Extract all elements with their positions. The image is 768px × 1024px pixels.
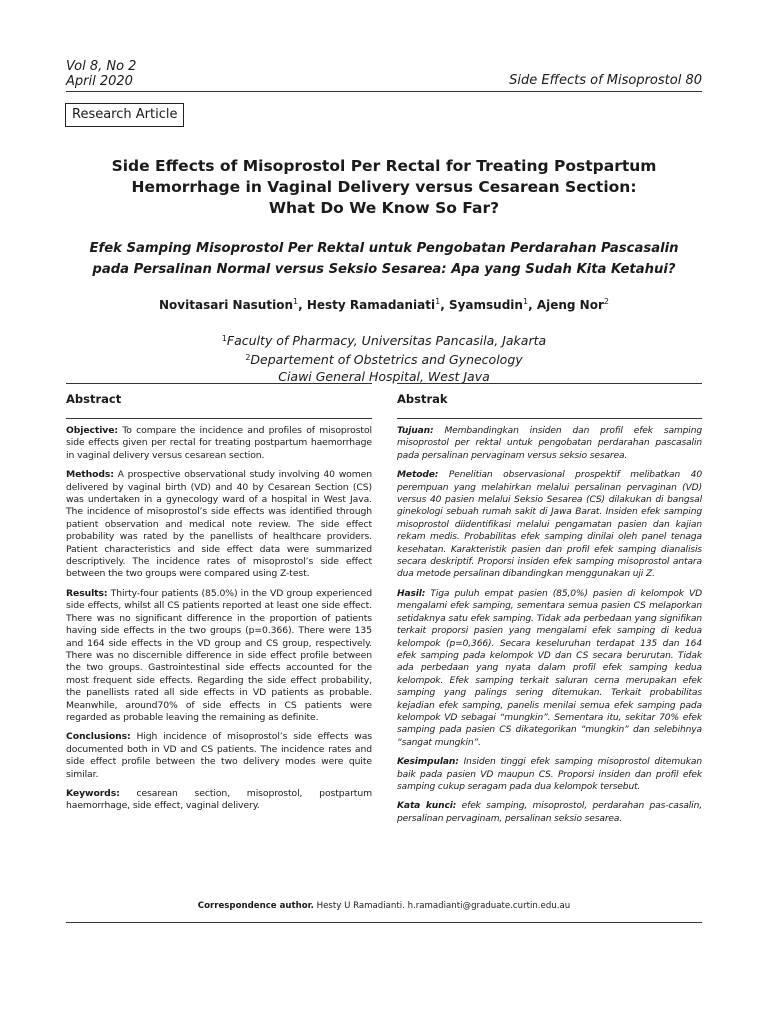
section-label: Kesimpulan: — [397, 757, 459, 768]
footer-rule — [66, 922, 702, 923]
abstrak-heading: Abstrak — [397, 392, 448, 406]
section-text: Membandingkan insiden dan profil efek samping misoprostol per rektal untuk pengobatan perdarahan pascasalin pada persalinan pervaginam versus seksio sesarea. — [397, 426, 702, 461]
affiliations — [66, 330, 702, 385]
abstrak-kesimpulan — [397, 756, 702, 793]
section-label: Kata kunci: — [397, 801, 457, 812]
journal-issue-info — [66, 59, 136, 89]
abstract-heading: Abstract — [66, 392, 122, 406]
subtitle-line: pada Persalinan Normal versus Seksio Sesarea: Apa yang Sudah Kita Ketahui? — [92, 262, 676, 277]
section-label: Methods: — [66, 469, 114, 481]
article-subtitle-indonesian — [66, 238, 702, 280]
affiliation-1 — [66, 330, 702, 349]
abstract-english — [66, 392, 372, 820]
article-title — [66, 156, 702, 219]
correspondence-note — [66, 901, 702, 912]
author-affiliation-mark: 1 — [522, 297, 529, 306]
abstract-top-rule — [66, 383, 372, 384]
title-line: Side Effects of Misoprostol Per Rectal for Treating Postpartum — [111, 157, 657, 175]
running-title: Side Effects of Misoprostol 80 — [509, 73, 702, 88]
section-label: Metode: — [397, 470, 439, 481]
article-type-badge: Research Article — [65, 103, 184, 127]
section-text: To compare the incidence and profiles of misoprostol side effects given per rectal for treating postpartum haemorrhage in vaginal delivery versus cesarean section. — [66, 425, 372, 461]
author-name: Syamsudin — [448, 298, 523, 312]
abstract-keywords — [66, 788, 372, 813]
subtitle-line: Efek Samping Misoprostol Per Rektal untuk Pengobatan Perdarahan Pascasalin — [89, 241, 679, 256]
section-text: High incidence of misoprostol’s side effects was documented both in VD and CS patients. The incidence rates and side effect profile between the two delivery modes were quite similar. — [66, 731, 372, 780]
author-list — [66, 294, 702, 313]
section-text: Insiden tinggi efek samping misoprostol ditemukan baik pada pasien VD maupun CS. Proporsi insiden dan profil efek samping cukup seragam pada dua kelompok tersebut. — [397, 757, 702, 792]
section-text: Tiga puluh empat pasien (85,0%) pasien di kelompok VD mengalami efek samping, sementara semua pasien CS melaporkan setidaknya satu efek samping. Tidak ada perbedaan yang signifikan terkait proporsi pasien yang mengalami efek samping di kedua kelompok (p=0,366). Secara keseluruhan terdapat 135 dan 164 efek samping pada kelompok VD dan CS secara berurutan. Tidak ada perbedaan yang nyata dalam profil efek samping kedua kelompok. Efek samping terkait saluran cerna merupakan efek samping yang palings sering ditemukan. Terkait probabilitas kejadian efek samping, panelis menilai semua efek samping pada kelompok VD sebagai “mungkin”. Sementara itu, sekitar 70% efek samping pada pasien CS dikategorikan “mungkin” dan selebihnya “sangat mungkin”. — [397, 588, 702, 748]
section-label: Tujuan: — [397, 426, 434, 436]
section-label: Keywords: — [66, 787, 120, 799]
section-label: Hasil: — [397, 588, 426, 599]
author-name: Ajeng Nor — [536, 298, 604, 312]
affiliation-mark: 1 — [221, 334, 227, 343]
author-separator: , — [298, 298, 307, 312]
title-line: What Do We Know So Far? — [268, 199, 500, 217]
header-rule — [66, 91, 702, 92]
section-text: Thirty-four patients (85.0%) in the VD group experienced side effects, whilst all CS patients reported at least one side effect. There was no significant difference in the proportion of patients having side effects in the two groups (p=0.366). There were 135 and 164 side effects in the VD group and CS group, respectively. There was no discernible difference in side effect profile between the two groups. Gastrointestinal side effects accounted for the most frequent side effects. Regarding the side effect probability, the panellists rated all side effects in VD patients as probable. Meanwhile, around70% of side effects in CS patients were regarded as probable leaving the remaining as definite. — [66, 587, 372, 723]
section-label: Conclusions: — [66, 731, 131, 743]
section-label: Objective: — [66, 425, 119, 436]
abstract-conclusions — [66, 731, 372, 781]
abstrak-tujuan — [397, 425, 702, 462]
author-affiliation-mark: 2 — [603, 297, 609, 306]
section-text: A prospective observational study involving 40 women delivered by vaginal birth (VD) and 40 by Cesarean Section (CS) was undertaken in a gynecology ward of a hospital in West Java. The incidence of misoprostol’s side effects was identified through patient observation and medical note review. The side effect probability was rated by the panellists of healthcare providers. Patient characteristics and side effect data were summarized descriptively. The incidence rates of misoprostol’s side effect between the two groups were compared using Z-test. — [66, 469, 372, 580]
abstract-results — [66, 588, 372, 724]
author-separator: , — [440, 298, 449, 312]
affiliation-2 — [66, 349, 702, 368]
correspondence-text: Hesty U Ramadianti. h.ramadianti@graduate.curtin.edu.au — [313, 901, 571, 911]
abstrak-hasil — [397, 588, 702, 749]
section-text: cesarean section, misoprostol, postpartum haemorrhage, side effect, vaginal delivery. — [66, 787, 372, 812]
abstrak-indonesian — [397, 392, 702, 832]
abstrak-heading-rule — [397, 418, 702, 419]
author-separator: , — [528, 298, 537, 312]
author-name: Novitasari Nasution — [159, 298, 293, 312]
section-text: Penelitian observasional prospektif melibatkan 40 perempuan yang melahirkan melalui persalinan pervaginan (VD) versus 40 pasien melalui Seksio Sesarea (CS) dilakukan di bangsal ginekologi sebuah rumah sakit di Jawa Barat. Insiden efek samping misoprostol diidentifikasi melalui pengamatan pasien dan kajian rekam medis. Probabilitas efek samping dinilai oleh panel tenaga kesehatan. Karakteristik pasien dan profil efek samping dianalisis secara deskriptif. Proporsi insiden efek samping misoprostol antara dua metode persalinan dibandingkan menggunakan uji Z. — [397, 470, 702, 580]
abstrak-kata-kunci — [397, 800, 702, 825]
abstrak-top-rule — [397, 383, 702, 384]
section-label: Results: — [66, 587, 108, 599]
affiliation-text: Departement of Obstetrics and Gynecology — [250, 352, 523, 367]
abstract-objective — [66, 425, 372, 462]
author-affiliation-mark: 1 — [435, 297, 441, 306]
title-line: Hemorrhage in Vaginal Delivery versus Cesarean Section: — [131, 178, 637, 196]
volume-number: Vol 8, No 2 — [66, 59, 137, 74]
issue-date: April 2020 — [66, 74, 133, 89]
abstrak-metode — [397, 469, 702, 581]
abstract-methods — [66, 469, 372, 581]
affiliation-text: Faculty of Pharmacy, Universitas Pancasila, Jakarta — [226, 333, 547, 348]
author-affiliation-mark: 1 — [292, 297, 299, 306]
correspondence-label: Correspondence author. — [197, 901, 314, 911]
section-text: efek samping, misoprostol, perdarahan pas-casalin, persalinan pervaginam, persalinan seksio sesarea. — [397, 801, 703, 824]
affiliation-2-line2: Ciawi General Hospital, West Java — [278, 369, 490, 384]
author-name: Hesty Ramadaniati — [306, 298, 436, 312]
abstract-heading-rule — [66, 418, 372, 419]
affiliation-mark: 2 — [245, 353, 251, 362]
